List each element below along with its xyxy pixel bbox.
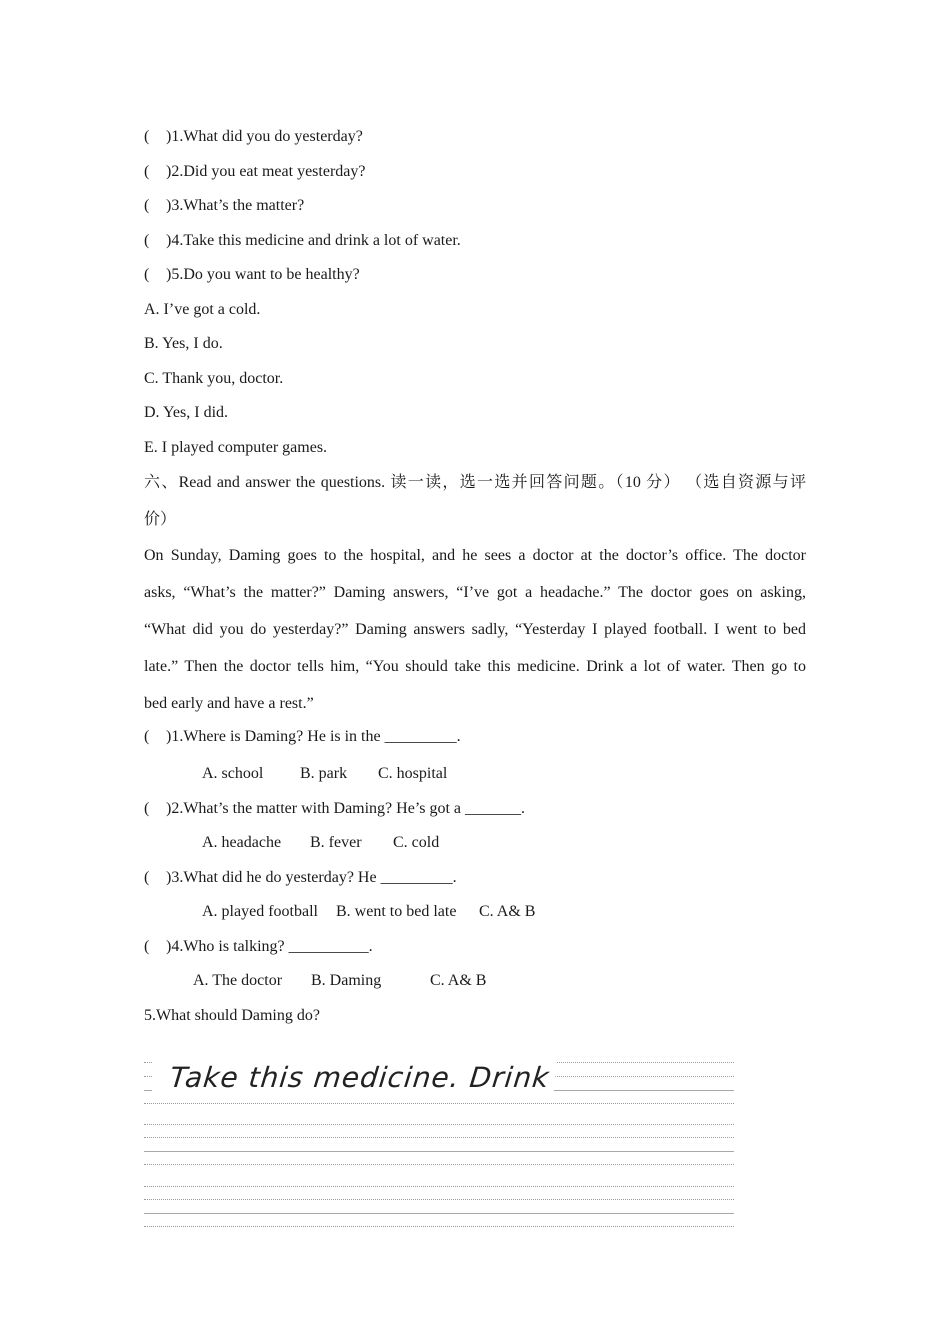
matching-answer-a: A. I’ve got a cold. [144,301,261,318]
option-q3-c: C. A& B [479,903,536,920]
reading-question-5: 5.What should Daming do? [144,1007,320,1024]
option-q1-c: C. hospital [378,765,448,782]
reading-question-4: ( )4.Who is talking? __________. [144,938,373,955]
passage-line: “What did you do yesterday?” Daming answers sadly, “Yesterday I played football. I went to bed [144,621,806,638]
passage-line: On Sunday, Daming goes to the hospital, and he sees a doctor at the doctor’s office. The doctor [144,547,806,564]
passage-line: late.” Then the doctor tells him, “You should take this medicine. Drink a lot of water. Then go to [144,658,806,675]
matching-question-3: ( )3.What’s the matter? [144,197,305,214]
section-heading: 六、Read and answer the questions. 读一读，选一选并回答问题。（10 分） （选自资源与评 [144,474,806,491]
handwritten-answer: Take this medicine. Drink [162,1058,558,1098]
option-q2-b: B. fever [310,834,362,851]
passage-line: asks, “What’s the matter?” Daming answers, “I’ve got a headache.” The doctor goes on asking, [144,584,806,601]
matching-question-5: ( )5.Do you want to be healthy? [144,266,360,283]
option-q4-c: C. A& B [430,972,487,989]
reading-passage [144,537,806,722]
option-q2-a: A. headache [202,834,282,851]
option-q3-a: A. played football [202,903,318,920]
reading-question-3: ( )3.What did he do yesterday? He _________. [144,869,457,886]
matching-answer-e: E. I played computer games. [144,439,328,456]
matching-answer-d: D. Yes, I did. [144,404,229,421]
matching-answer-b: B. Yes, I do. [144,335,223,352]
matching-question-2: ( )2.Did you eat meat yesterday? [144,163,366,180]
reading-question-2: ( )2.What’s the matter with Daming? He’s got a _______. [144,800,526,817]
option-q1-b: B. park [300,765,348,782]
passage-line: bed early and have a rest.” [144,695,314,712]
option-q2-c: C. cold [393,834,440,851]
section-heading-continued: 价） [144,511,177,528]
reading-question-1: ( )1.Where is Daming? He is in the _________. [144,728,461,745]
matching-question-4: ( )4.Take this medicine and drink a lot of water. [144,232,461,249]
option-q4-b: B. Daming [311,972,382,989]
option-q3-b: B. went to bed late [336,903,457,920]
matching-question-1: ( )1.What did you do yesterday? [144,128,363,145]
matching-answer-c: C. Thank you, doctor. [144,370,284,387]
option-q4-a: A. The doctor [193,972,283,989]
option-q1-a: A. school [202,765,264,782]
